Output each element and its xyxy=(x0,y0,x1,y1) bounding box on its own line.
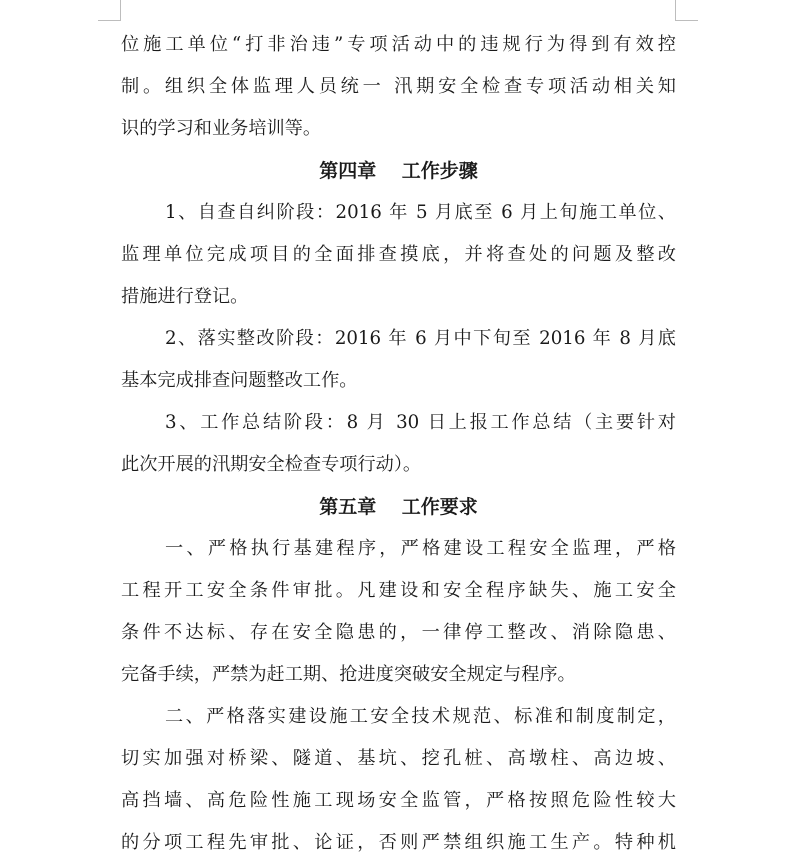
paragraph-line: 高挡墙、高危险性施工现场安全监管，严格按照危险性较大 xyxy=(121,790,676,811)
paragraph-line: 二、严格落实建设施工安全技术规范、标准和制度制定， xyxy=(165,706,676,727)
paragraph-line: 1、自查自纠阶段：2016 年 5 月底至 6 月上旬施工单位、 xyxy=(165,202,676,223)
paragraph-line: 识的学习和业务培训等。 xyxy=(121,118,322,139)
document-body[interactable] xyxy=(121,24,676,864)
paragraph-line: 切实加强对桥梁、隧道、基坑、挖孔桩、高墩柱、高边坡、 xyxy=(121,748,676,769)
paragraph-line: 基本完成排查问题整改工作。 xyxy=(121,370,358,391)
crop-mark-top-left xyxy=(98,0,121,21)
paragraph-line: 的分项工程先审批、论证，否则严禁组织施工生产。特种机 xyxy=(121,832,676,853)
paragraph-line: 位施工单位“打非治违”专项活动中的违规行为得到有效控 xyxy=(121,34,676,55)
chapter-heading-4: 第四章 工作步骤 xyxy=(319,160,478,182)
paragraph-line: 3、工作总结阶段：8 月 30 日上报工作总结（主要针对 xyxy=(165,412,676,433)
paragraph-line: 完备手续，严禁为赶工期、抢进度突破安全规定与程序。 xyxy=(121,664,576,685)
paragraph-line: 监理单位完成项目的全面排查摸底，并将查处的问题及整改 xyxy=(121,244,676,265)
paragraph-line: 此次开展的汛期安全检查专项行动）。 xyxy=(121,454,422,475)
paragraph-line: 2、落实整改阶段：2016 年 6 月中下旬至 2016 年 8 月底 xyxy=(165,328,676,349)
crop-mark-top-right xyxy=(675,0,698,21)
paragraph-line: 一、严格执行基建程序，严格建设工程安全监理，严格 xyxy=(165,538,676,559)
paragraph-line: 条件不达标、存在安全隐患的，一律停工整改、消除隐患、 xyxy=(121,622,676,643)
paragraph-line: 措施进行登记。 xyxy=(121,286,249,307)
paragraph-line: 制。组织全体监理人员统一 汛期安全检查专项活动相关知 xyxy=(121,76,676,97)
chapter-heading-5: 第五章 工作要求 xyxy=(319,496,478,518)
paragraph-line: 工程开工安全条件审批。凡建设和安全程序缺失、施工安全 xyxy=(121,580,676,601)
